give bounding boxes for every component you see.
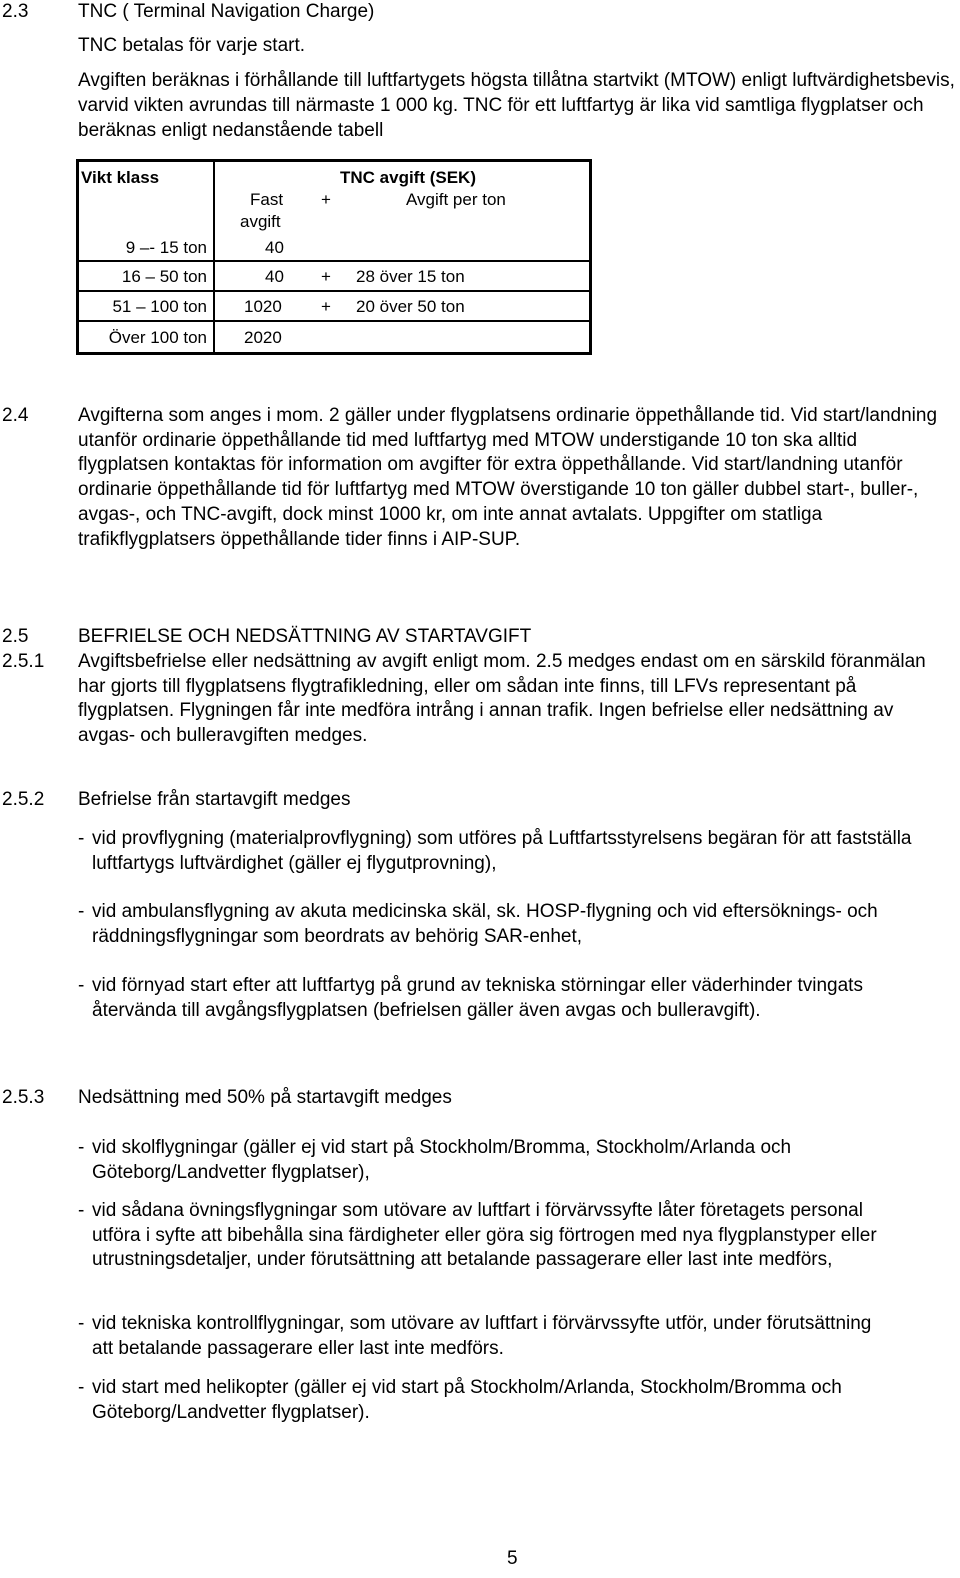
section-2-3-line: TNC betalas för varje start.	[78, 35, 306, 56]
table-divider	[213, 162, 215, 352]
row-per-ton: 20 över 50 ton	[356, 297, 465, 316]
section-2-5-1-paragraph: Avgiftsbefrielse eller nedsättning av avgift enligt mom. 2.5 medges endast om en särskild föranmälan har gjorts till flygplatsens flygtrafikledning, eller om sådan inte finns, till LFVs representant på flygplatsen. Flygningen får inte medföra intrång i annan trafik. Ingen befrielse eller nedsättning av avgas- och bulleravgiften medges.	[78, 651, 926, 747]
bullet-dash: -	[78, 1200, 85, 1221]
list-item-text: vid ambulansflygning av akuta medicinska skäl, sk. HOSP-flygning och vid eftersöknings- och räddningsflygningar som beordrats av behörig SAR-enhet,	[92, 901, 878, 947]
bullet-dash: -	[78, 1313, 85, 1334]
section-2-4-number: 2.4	[2, 405, 29, 426]
row-divider	[79, 260, 589, 262]
section-2-5-title: BEFRIELSE OCH NEDSÄTTNING AV STARTAVGIFT	[78, 626, 532, 647]
section-2-3-number: 2.3	[2, 1, 29, 22]
list-item-text: vid provflygning (materialprovflygning) som utföres på Luftfartsstyrelsens begäran för att fastställa luftfartygs luftvärdighet (gäller ej flygutprovning),	[92, 828, 912, 874]
section-2-5-1-number: 2.5.1	[2, 651, 45, 672]
table-sub-fixed-1: Fast	[250, 190, 284, 209]
bullet-dash: -	[78, 975, 85, 996]
row-class: Över 100 ton	[108, 328, 207, 347]
section-2-5-3-title: Nedsättning med 50% på startavgift medges	[78, 1087, 452, 1108]
bullet-dash: -	[78, 901, 85, 922]
row-fixed: 1020	[244, 297, 282, 316]
row-per-ton: 28 över 15 ton	[356, 267, 465, 286]
tnc-table	[76, 159, 592, 355]
bullet-dash: -	[78, 1137, 85, 1158]
row-divider	[79, 290, 589, 292]
section-2-3-paragraph: Avgiften beräknas i förhållande till luftfartygets högsta tillåtna startvikt (MTOW) enligt luftvärdighetsbevis, varvid vikten avrundas till närmaste 1 000 kg. TNC för ett luftfartyg är lika vid samtliga flygplatser och beräknas enligt nedanstående tabell	[78, 70, 955, 141]
section-2-5-3-number: 2.5.3	[2, 1087, 45, 1108]
row-plus: +	[321, 297, 331, 316]
section-2-4-paragraph: Avgifterna som anges i mom. 2 gäller under flygplatsens ordinarie öppethållande tid. Vid start/landning utanför ordinarie öppethållande tid med luftfartyg med MTOW understigande 10 ton ska alltid flygplatsen kontaktas för information om avgifter för extra öppethållande. Vid start/landning utanför ordinarie öppethållande tid för luftfartyg med MTOW överstigande 10 ton gäller dubbel start-, buller-, avgas-, och TNC-avgift, dock minst 1000 kr, om inte annat avtalats. Uppgifter om statliga trafikflygplatsers öppethållande tider finns i AIP-SUP.	[78, 405, 938, 550]
row-class: 9 –- 15 ton	[125, 238, 207, 257]
row-class: 16 – 50 ton	[121, 267, 207, 286]
list-item-text: vid sådana övningsflygningar som utövare av luftfart i förvärvssyfte låter företagets personal utföra i syfte att bibehålla sina färdigheter eller göra sig förtrogen med nya flygplanstyper eller utrustningsdetaljer, under förutsättning att betalande passagerare eller last inte medförs,	[92, 1200, 877, 1270]
table-header-tnc: TNC avgift (SEK)	[340, 168, 476, 187]
row-fixed: 2020	[244, 328, 282, 347]
row-fixed: 40	[265, 267, 284, 286]
list-item-text: vid förnyad start efter att luftfartyg på grund av tekniska störningar eller väderhinder tvingats återvända till avgångsflygplatsen (befrielsen gäller även avgas och bulleravgift).	[92, 975, 863, 1021]
list-item-text: vid skolflygningar (gäller ej vid start på Stockholm/Bromma, Stockholm/Arlanda och Göteborg/Landvetter flygplatser),	[92, 1137, 792, 1183]
row-fixed: 40	[265, 238, 284, 257]
page-number: 5	[507, 1548, 518, 1569]
section-2-5-number: 2.5	[2, 626, 29, 647]
row-class: 51 – 100 ton	[112, 297, 207, 316]
table-sub-per-ton: Avgift per ton	[406, 190, 506, 209]
list-item-text: vid tekniska kontrollflygningar, som utövare av luftfart i förvärvssyfte utför, under förutsättning att betalande passagerare eller last inte medförs.	[92, 1313, 872, 1359]
bullet-dash: -	[78, 1377, 85, 1398]
section-2-5-2-title: Befrielse från startavgift medges	[78, 789, 351, 810]
bullet-dash: -	[78, 828, 85, 849]
section-2-3-title: TNC ( Terminal Navigation Charge)	[78, 1, 375, 22]
table-sub-plus: +	[321, 190, 331, 209]
table-header-class: Vikt klass	[81, 168, 160, 187]
list-item-text: vid start med helikopter (gäller ej vid start på Stockholm/Arlanda, Stockholm/Bromma och Göteborg/Landvetter flygplatser).	[92, 1377, 842, 1423]
row-divider	[79, 320, 589, 322]
table-sub-fixed-2: avgift	[240, 212, 281, 231]
section-2-5-2-number: 2.5.2	[2, 789, 45, 810]
row-plus: +	[321, 267, 331, 286]
